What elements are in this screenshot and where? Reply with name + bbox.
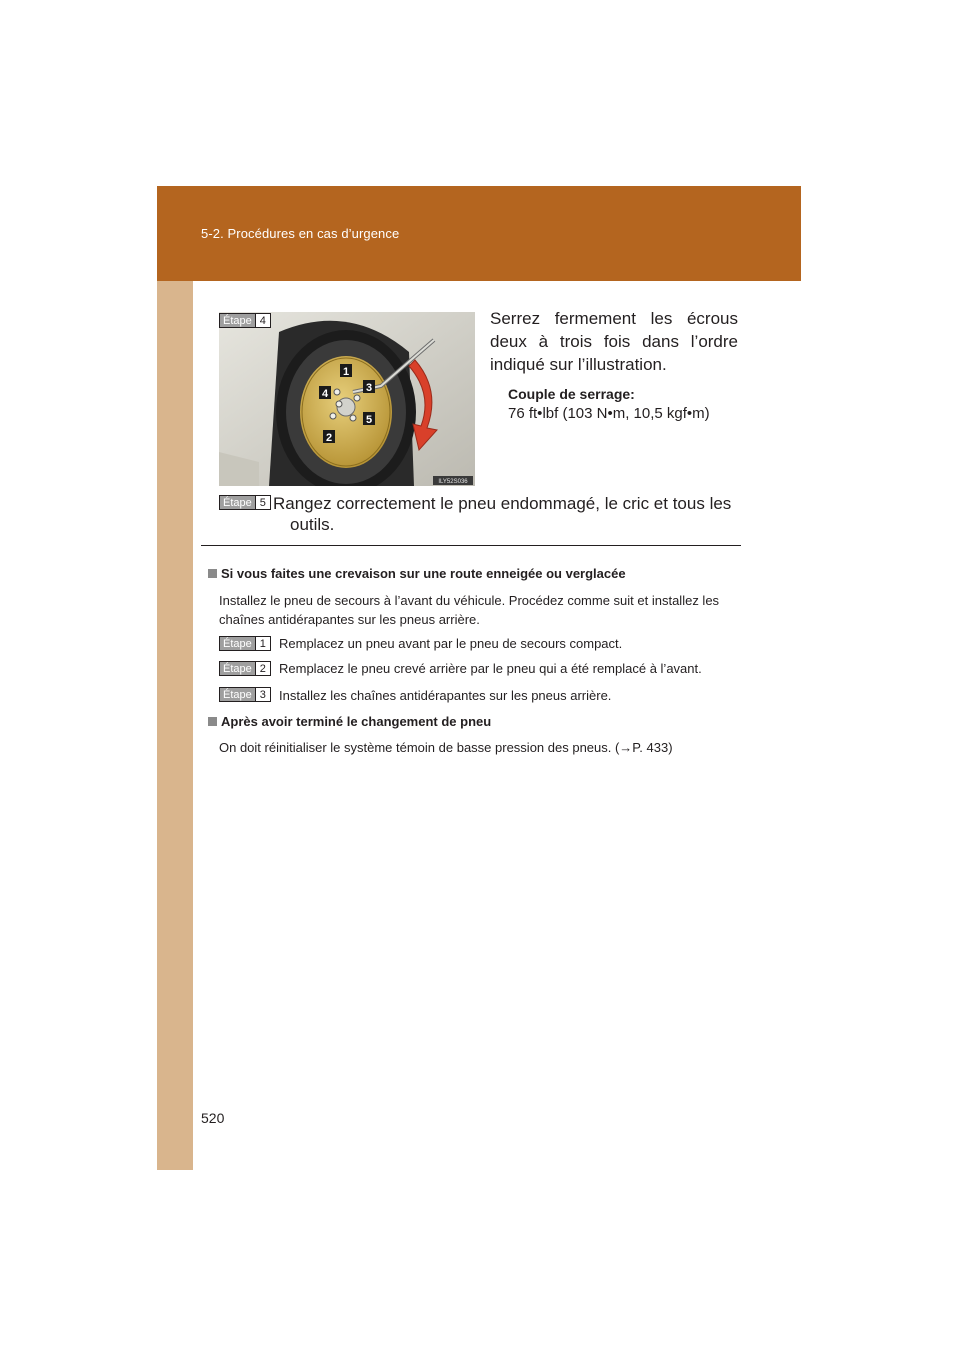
note-heading-text: Si vous faites une crevaison sur une route enneigée ou verglacée bbox=[221, 566, 626, 581]
sub-step-1-text: Remplacez un pneu avant par le pneu de secours compact. bbox=[279, 636, 623, 651]
note-heading-text: Après avoir terminé le changement de pneu bbox=[221, 714, 492, 729]
nut-number-2: 2 bbox=[325, 432, 333, 444]
note-heading-after-change bbox=[208, 714, 491, 729]
step-4-badge bbox=[219, 313, 271, 328]
nut-number-1: 1 bbox=[342, 366, 350, 378]
step-5-badge bbox=[219, 495, 271, 510]
step-word: Étape bbox=[220, 637, 255, 650]
figure-code: ILY52S036 bbox=[438, 479, 468, 485]
nut-number-5: 5 bbox=[365, 414, 373, 426]
step-word: Étape bbox=[220, 314, 255, 327]
note-heading-snow bbox=[208, 566, 626, 581]
step-number: 3 bbox=[255, 688, 270, 701]
step-word: Étape bbox=[220, 688, 255, 701]
section-title: 5-2. Procédures en cas d’urgence bbox=[201, 226, 400, 241]
note-body-snow: Installez le pneu de secours à l’avant du véhicule. Procédez comme suit et installez les chaînes antidérapantes sur les pneus arrière. bbox=[219, 593, 720, 627]
nut-number-4: 4 bbox=[321, 388, 329, 400]
step-word: Étape bbox=[220, 662, 255, 675]
sub-step-3-text: Installez les chaînes antidérapantes sur les pneus arrière. bbox=[279, 688, 612, 703]
step-word: Étape bbox=[220, 496, 255, 509]
sub-step-2-text: Remplacez le pneu crevé arrière par le pneu qui a été remplacé à l’avant. bbox=[279, 661, 702, 676]
sub-step-2-badge bbox=[219, 661, 271, 676]
note-body-after-change: On doit réinitialiser le système témoin de basse pression des pneus. (→P. 433) bbox=[219, 740, 673, 755]
step-number: 1 bbox=[255, 637, 270, 650]
divider bbox=[201, 545, 741, 546]
torque-value: 76 ft•lbf (103 N•m, 10,5 kgf•m) bbox=[508, 405, 710, 422]
wheel-illustration bbox=[219, 312, 475, 486]
sub-step-1-badge bbox=[219, 636, 271, 651]
page-number: 520 bbox=[201, 1110, 225, 1126]
step-5-text: Rangez correctement le pneu endommagé, le cric et tous les bbox=[273, 494, 732, 513]
step-5-text-continued: outils. bbox=[290, 515, 335, 534]
step-number: 5 bbox=[255, 496, 270, 509]
side-tab bbox=[157, 186, 193, 1170]
square-bullet-icon bbox=[208, 569, 217, 578]
torque-title: Couple de serrage: bbox=[508, 386, 635, 402]
square-bullet-icon bbox=[208, 717, 217, 726]
step-number: 2 bbox=[255, 662, 270, 675]
nut-number-3: 3 bbox=[365, 382, 373, 394]
sub-step-3-badge bbox=[219, 687, 271, 702]
step-number: 4 bbox=[255, 314, 270, 327]
step-4-text: Serrez fermement les écrous deux à trois fois dans l’ordre indiqué sur l’illustration. bbox=[490, 309, 738, 374]
